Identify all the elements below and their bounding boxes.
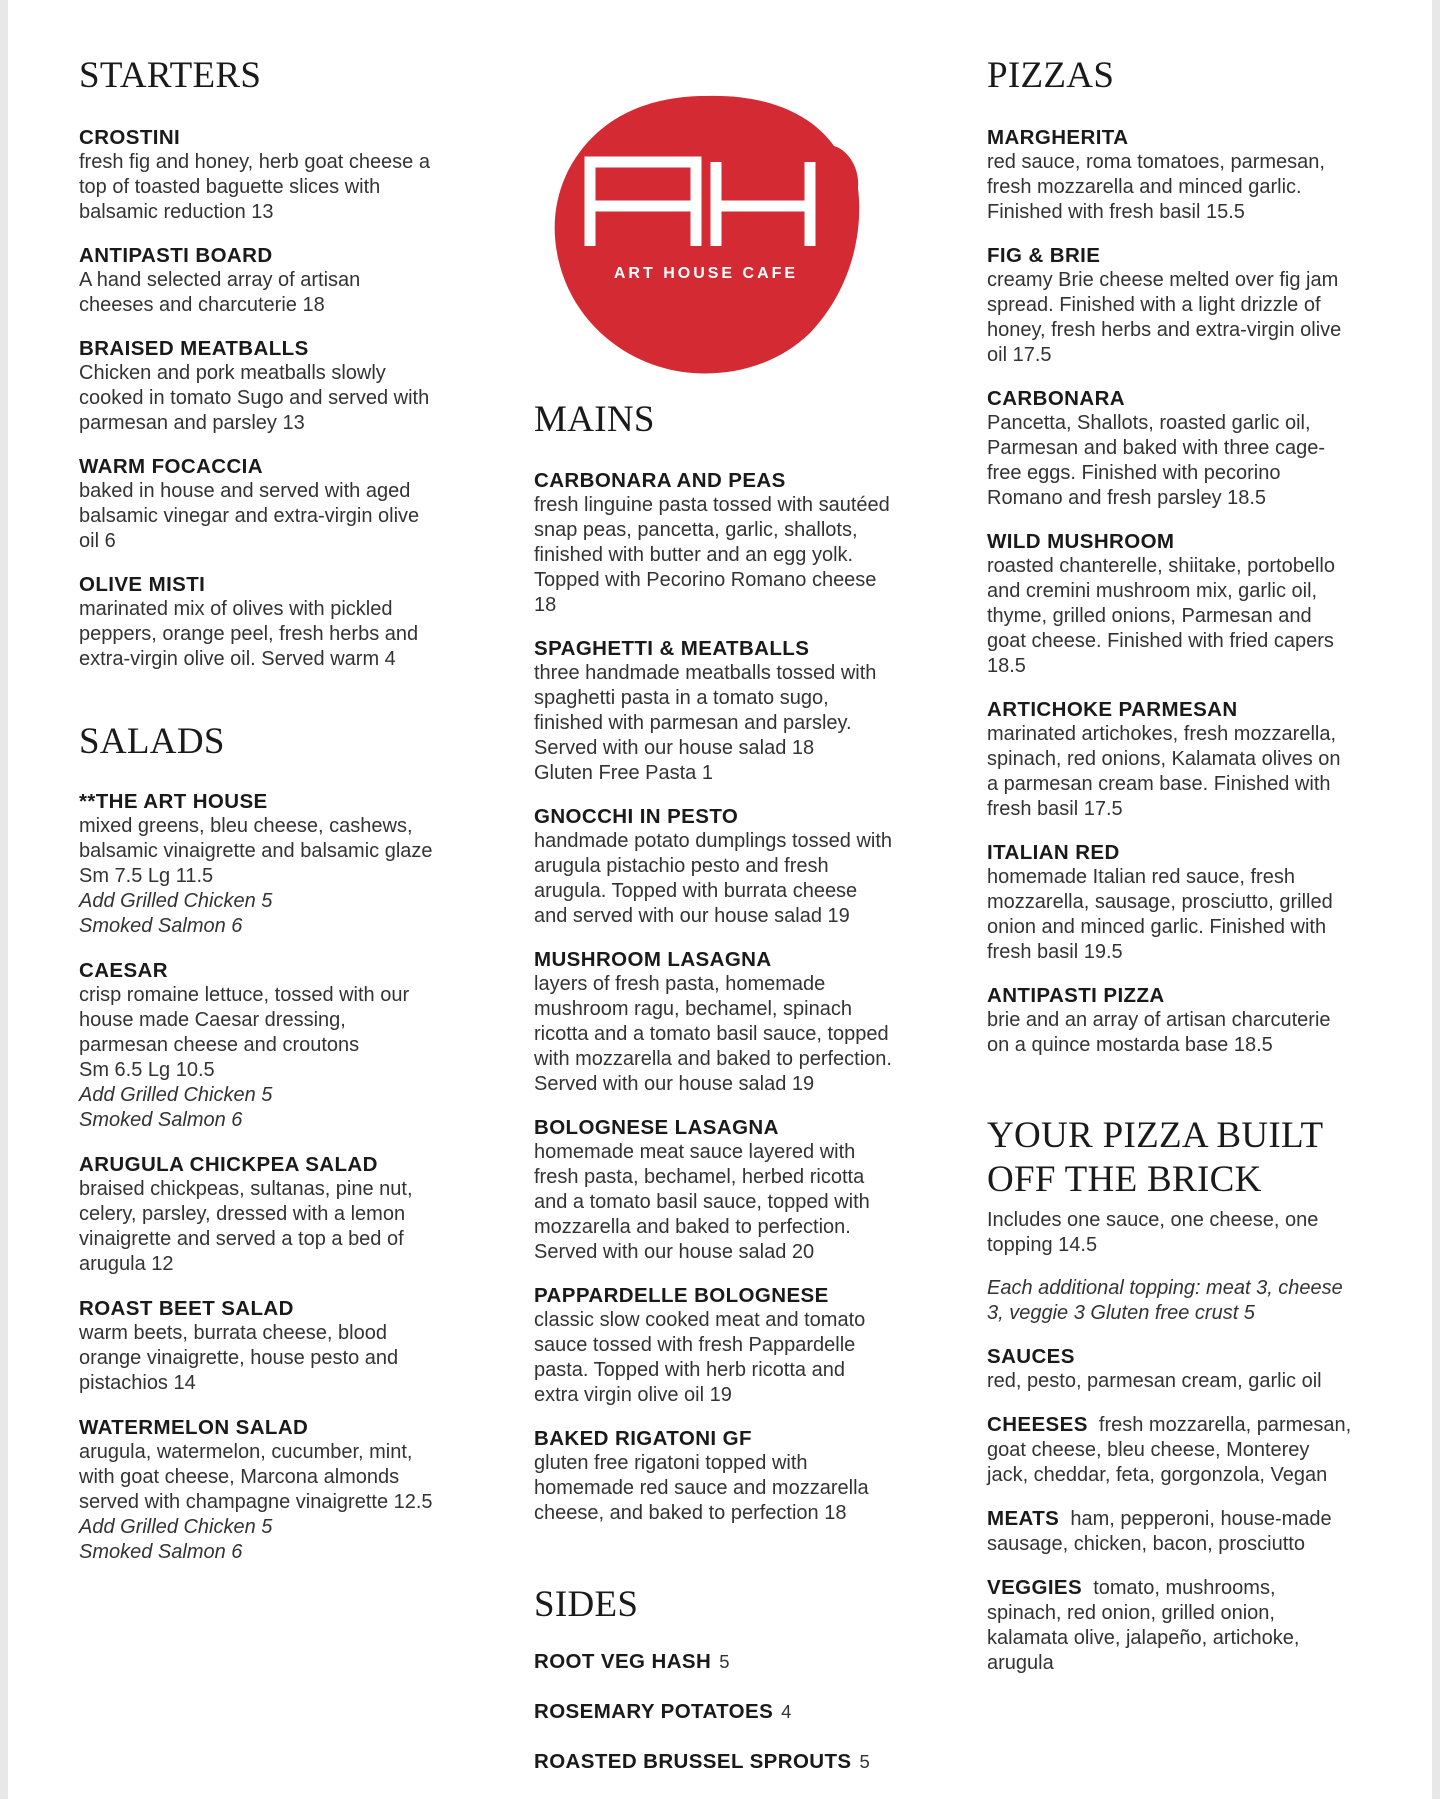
salads-list [79,789,499,1565]
menu-item-description: with mozzarella and baked to perfection. [534,1048,892,1070]
menu-item-name: WARM FOCACCIA [79,455,263,478]
side-item [534,1649,974,1674]
menu-item-name: PAPPARDELLE BOLOGNESE [534,1284,829,1307]
menu-item-name: MUSHROOM LASAGNA [534,948,772,971]
menu-item-description: cheeses and charcuterie 18 [79,294,325,316]
meats-name: MEATS [987,1507,1060,1530]
menu-item-name: CAESAR [79,959,168,982]
build-extra-line: 3, veggie 3 Gluten free crust 5 [987,1302,1255,1324]
veggies-desc-line: spinach, red onion, grilled onion, [987,1602,1275,1624]
logo-name-text: ART HOUSE CAFE [613,265,799,282]
menu-item-description: warm beets, burrata cheese, blood [79,1322,387,1344]
cheeses-desc-line: goat cheese, bleu cheese, Monterey [987,1439,1310,1461]
starters-list [79,125,499,672]
menu-item [987,697,1387,822]
menu-item-description: marinated mix of olives with pickled [79,598,393,620]
sauces-desc: red, pesto, parmesan cream, garlic oil [987,1370,1322,1392]
menu-item [79,958,499,1133]
cheeses-desc-line: jack, cheddar, feta, gorgonzola, Vegan [987,1464,1328,1486]
menu-item [79,454,499,554]
build-heading-line-2: OFF THE BRICK [987,1159,1262,1200]
menu-item-description: cooked in tomato Sugo and served with [79,387,430,409]
menu-item-name: GNOCCHI IN PESTO [534,805,739,828]
cheeses-desc-first: fresh mozzarella, parmesan, [1098,1414,1352,1436]
menu-item [79,1296,499,1396]
build-heading [987,1114,1387,1202]
mains-section [534,400,655,441]
menu-item-name: **THE ART HOUSE [79,790,268,813]
menu-item-name: ITALIAN RED [987,841,1120,864]
menu-item-addon: Smoked Salmon 6 [79,1109,243,1131]
menu-item-name: ROAST BEET SALAD [79,1297,294,1320]
menu-item-description: spread. Finished with a light drizzle of [987,294,1321,316]
cheeses-item [987,1412,1387,1488]
menu-item [79,336,499,436]
menu-item-description: Gluten Free Pasta 1 [534,762,713,784]
menu-item-description: Finished with fresh basil 15.5 [987,201,1245,223]
menu-item-name: SPAGHETTI & MEATBALLS [534,637,810,660]
menu-item-description: with goat cheese, Marcona almonds [79,1466,400,1488]
menu-item-description: spinach, red onions, Kalamata olives on [987,748,1341,770]
menu-item-description: fresh pasta, bechamel, herbed ricotta [534,1166,865,1188]
menu-item-description: parmesan cheese and croutons [79,1034,360,1056]
menu-item-description: Served with our house salad 18 [534,737,815,759]
menu-item-description: fresh mozzarella and minced garlic. [987,176,1302,198]
veggies-desc-first: tomato, mushrooms, [1093,1577,1276,1599]
menu-item-description: homemade Italian red sauce, fresh [987,866,1295,888]
side-item-name: ROSEMARY POTATOES [534,1700,774,1723]
menu-item-description: Served with our house salad 20 [534,1241,815,1263]
menu-item [79,1415,499,1565]
menu-item-description: oil 6 [79,530,116,552]
menu-item-description: extra-virgin olive oil. Served warm 4 [79,648,396,670]
menu-item [79,125,499,225]
menu-item-description: sauce tossed with fresh Pappardelle [534,1334,856,1356]
menu-item-description: pistachios 14 [79,1372,196,1394]
menu-item-description: top of toasted baguette slices with [79,176,381,198]
menu-item-description: layers of fresh pasta, homemade [534,973,826,995]
build-extra-line: Each additional topping: meat 3, cheese [987,1277,1343,1299]
menu-item-addon: Smoked Salmon 6 [79,1541,243,1563]
menu-item-description: gluten free rigatoni topped with [534,1452,808,1474]
menu-item-description: and cremini mushroom mix, garlic oil, [987,580,1318,602]
menu-item-description: arugula, watermelon, cucumber, mint, [79,1441,413,1463]
menu-item-description: snap peas, pancetta, garlic, shallots, [534,519,858,541]
menu-item [987,125,1387,225]
menu-item-description: a parmesan cream base. Finished with [987,773,1331,795]
mains-list [534,468,974,1526]
side-item-price: 4 [781,1701,792,1722]
menu-item-description: fresh linguine pasta tossed with sautéed [534,494,890,516]
menu-item-description: onion and minced garlic. Finished with [987,916,1327,938]
menu-item-description: Sm 7.5 Lg 11.5 [79,865,214,887]
sides-heading: SIDES [534,1584,639,1625]
menu-item [534,1283,974,1408]
pizzas-section [987,56,1114,97]
menu-item-name: BOLOGNESE LASAGNA [534,1116,779,1139]
menu-item-addon: Add Grilled Chicken 5 [79,890,273,912]
menu-item-description: arugula. Topped with burrata cheese [534,880,858,902]
menu-item-description: arugula 12 [79,1253,174,1275]
menu-item [534,947,974,1097]
menu-item [987,983,1387,1058]
menu-item-description: crisp romaine lettuce, tossed with our [79,984,410,1006]
menu-item [79,789,499,939]
menu-item-description: red sauce, roma tomatoes, parmesan, [987,151,1325,173]
meats-item [987,1506,1387,1557]
build-intro [987,1208,1387,1258]
build-your-pizza-section [987,1114,1387,1676]
menu-item-description: mozzarella and baked to perfection. [534,1216,851,1238]
menu-item-description: house made Caesar dressing, [79,1009,346,1031]
menu-item-description: mozzarella, sausage, prosciutto, grilled [987,891,1333,913]
menu-item-name: MARGHERITA [987,126,1129,149]
menu-item-description: thyme, grilled onions, Parmesan and [987,605,1312,627]
menu-item-addon: Smoked Salmon 6 [79,915,243,937]
art-house-cafe-logo [548,88,864,378]
menu-item-description: 18 [534,594,557,616]
menu-item-description: and a tomato basil sauce, topped with [534,1191,870,1213]
sides-list [534,1649,974,1774]
menu-item-description: vinaigrette and served a top a bed of [79,1228,404,1250]
menu-item-description: goat cheese. Finished with fried capers [987,630,1334,652]
menu-item-description: free eggs. Finished with pecorino [987,462,1281,484]
menu-item-description: brie and an array of artisan charcuterie [987,1009,1331,1031]
salads-section [79,722,225,763]
menu-item-description: balsamic vinegar and extra-virgin olive [79,505,420,527]
menu-item-name: ARUGULA CHICKPEA SALAD [79,1153,378,1176]
menu-item-description: extra virgin olive oil 19 [534,1384,732,1406]
menu-item-addon: Add Grilled Chicken 5 [79,1516,273,1538]
sauces-item [987,1344,1387,1394]
menu-item-description: celery, parsley, dressed with a lemon [79,1203,406,1225]
menu-item-description: Served with our house salad 19 [534,1073,815,1095]
menu-item-description: Parmesan and baked with three cage- [987,437,1325,459]
build-heading-line-1: YOUR PIZZA BUILT [987,1115,1324,1156]
menu-item-description: handmade potato dumplings tossed with [534,830,893,852]
side-item-name: ROOT VEG HASH [534,1650,712,1673]
menu-item-description: homemade meat sauce layered with [534,1141,856,1163]
menu-item-description: oil 17.5 [987,344,1052,366]
menu-item-name: CARBONARA AND PEAS [534,469,786,492]
menu-item-name: OLIVE MISTI [79,573,206,596]
menu-item [79,572,499,672]
veggies-desc-line: arugula [987,1652,1054,1674]
menu-item-description: fresh fig and honey, herb goat cheese a [79,151,430,173]
veggies-desc-line: kalamata olive, jalapeño, artichoke, [987,1627,1300,1649]
menu-item-description: marinated artichokes, fresh mozzarella, [987,723,1337,745]
menu-item-name: WILD MUSHROOM [987,530,1175,553]
menu-item-description: honey, fresh herbs and extra-virgin olive [987,319,1342,341]
menu-item-description: balsamic vinaigrette and balsamic glaze [79,840,433,862]
menu-item-description: Pancetta, Shallots, roasted garlic oil, [987,412,1311,434]
cheeses-name: CHEESES [987,1413,1088,1436]
menu-item-description: Chicken and pork meatballs slowly [79,362,386,384]
menu-item-description: arugula pistachio pesto and fresh [534,855,829,877]
menu-item-description: spaghetti pasta in a tomato sugo, [534,687,829,709]
side-item [534,1749,974,1774]
menu-item-description: balsamic reduction 13 [79,201,274,223]
menu-item-name: ANTIPASTI BOARD [79,244,273,267]
menu-item-description: 18.5 [987,655,1026,677]
menu-item-description: orange vinaigrette, house pesto and [79,1347,399,1369]
menu-item-description: baked in house and served with aged [79,480,411,502]
menu-item-description: three handmade meatballs tossed with [534,662,877,684]
menu-item [534,468,974,618]
menu-item-addon: Add Grilled Chicken 5 [79,1084,273,1106]
menu-item-description: pasta. Topped with herb ricotta and [534,1359,845,1381]
menu-item-description: peppers, orange peel, fresh herbs and [79,623,419,645]
side-item [534,1699,974,1724]
menu-item-description: fresh basil 17.5 [987,798,1123,820]
starters-section [79,56,261,97]
salads-heading: SALADS [79,721,225,762]
menu-item-description: roasted chanterelle, shiitake, portobello [987,555,1335,577]
menu-item [987,386,1387,511]
menu-item-name: BAKED RIGATONI GF [534,1427,752,1450]
menu-item-description: parmesan and parsley 13 [79,412,305,434]
build-intro-line: topping 14.5 [987,1234,1098,1256]
starters-heading: STARTERS [79,55,262,96]
build-extra-toppings [987,1276,1387,1326]
meats-desc-line: sausage, chicken, bacon, prosciutto [987,1533,1305,1555]
menu-item-description: served with champagne vinaigrette 12.5 [79,1491,433,1513]
veggies-name: VEGGIES [987,1576,1083,1599]
menu-item-description: Sm 6.5 Lg 10.5 [79,1059,215,1081]
meats-desc-first: ham, pepperoni, house-made [1070,1508,1332,1530]
menu-item-description: mushroom ragu, bechamel, spinach [534,998,852,1020]
menu-item [987,840,1387,965]
menu-item [987,529,1387,679]
side-item-name: ROASTED BRUSSEL SPROUTS [534,1750,852,1773]
menu-item [534,804,974,929]
menu-item-name: ANTIPASTI PIZZA [987,984,1165,1007]
menu-item [79,243,499,318]
sides-section [534,1585,638,1626]
sauces-name: SAUCES [987,1345,1075,1368]
menu-item-description: ricotta and a tomato basil sauce, topped [534,1023,889,1045]
build-intro-line: Includes one sauce, one cheese, one [987,1209,1319,1231]
menu-item-description: finished with parmesan and parsley. [534,712,852,734]
menu-item-description: mixed greens, bleu cheese, cashews, [79,815,413,837]
menu-item-description: braised chickpeas, sultanas, pine nut, [79,1178,413,1200]
menu-item [534,1426,974,1526]
menu-item-description: on a quince mostarda base 18.5 [987,1034,1273,1056]
menu-item-description: homemade red sauce and mozzarella [534,1477,869,1499]
menu-item-description: creamy Brie cheese melted over fig jam [987,269,1339,291]
menu-item-name: FIG & BRIE [987,244,1101,267]
menu-item [534,1115,974,1265]
pizzas-list [987,125,1387,1058]
menu-item-description: and served with our house salad 19 [534,905,850,927]
side-item-price: 5 [719,1651,730,1672]
menu-item-description: Topped with Pecorino Romano cheese [534,569,877,591]
menu-item-name: WATERMELON SALAD [79,1416,309,1439]
menu-item-description: cheese, and baked to perfection 18 [534,1502,847,1524]
menu-item-description: finished with butter and an egg yolk. [534,544,854,566]
menu-item [79,1152,499,1277]
pizzas-heading: PIZZAS [987,55,1115,96]
menu-item-description: Romano and fresh parsley 18.5 [987,487,1267,509]
menu-item-name: ARTICHOKE PARMESAN [987,698,1238,721]
menu-item-name: CROSTINI [79,126,181,149]
menu-item [534,636,974,786]
mains-heading: MAINS [534,399,655,440]
menu-item-description: classic slow cooked meat and tomato [534,1309,866,1331]
menu-item [987,243,1387,368]
veggies-item [987,1575,1387,1676]
menu-item-description: fresh basil 19.5 [987,941,1123,963]
menu-item-name: CARBONARA [987,387,1125,410]
menu-item-name: BRAISED MEATBALLS [79,337,309,360]
menu-item-description: A hand selected array of artisan [79,269,361,291]
side-item-price: 5 [859,1751,870,1772]
